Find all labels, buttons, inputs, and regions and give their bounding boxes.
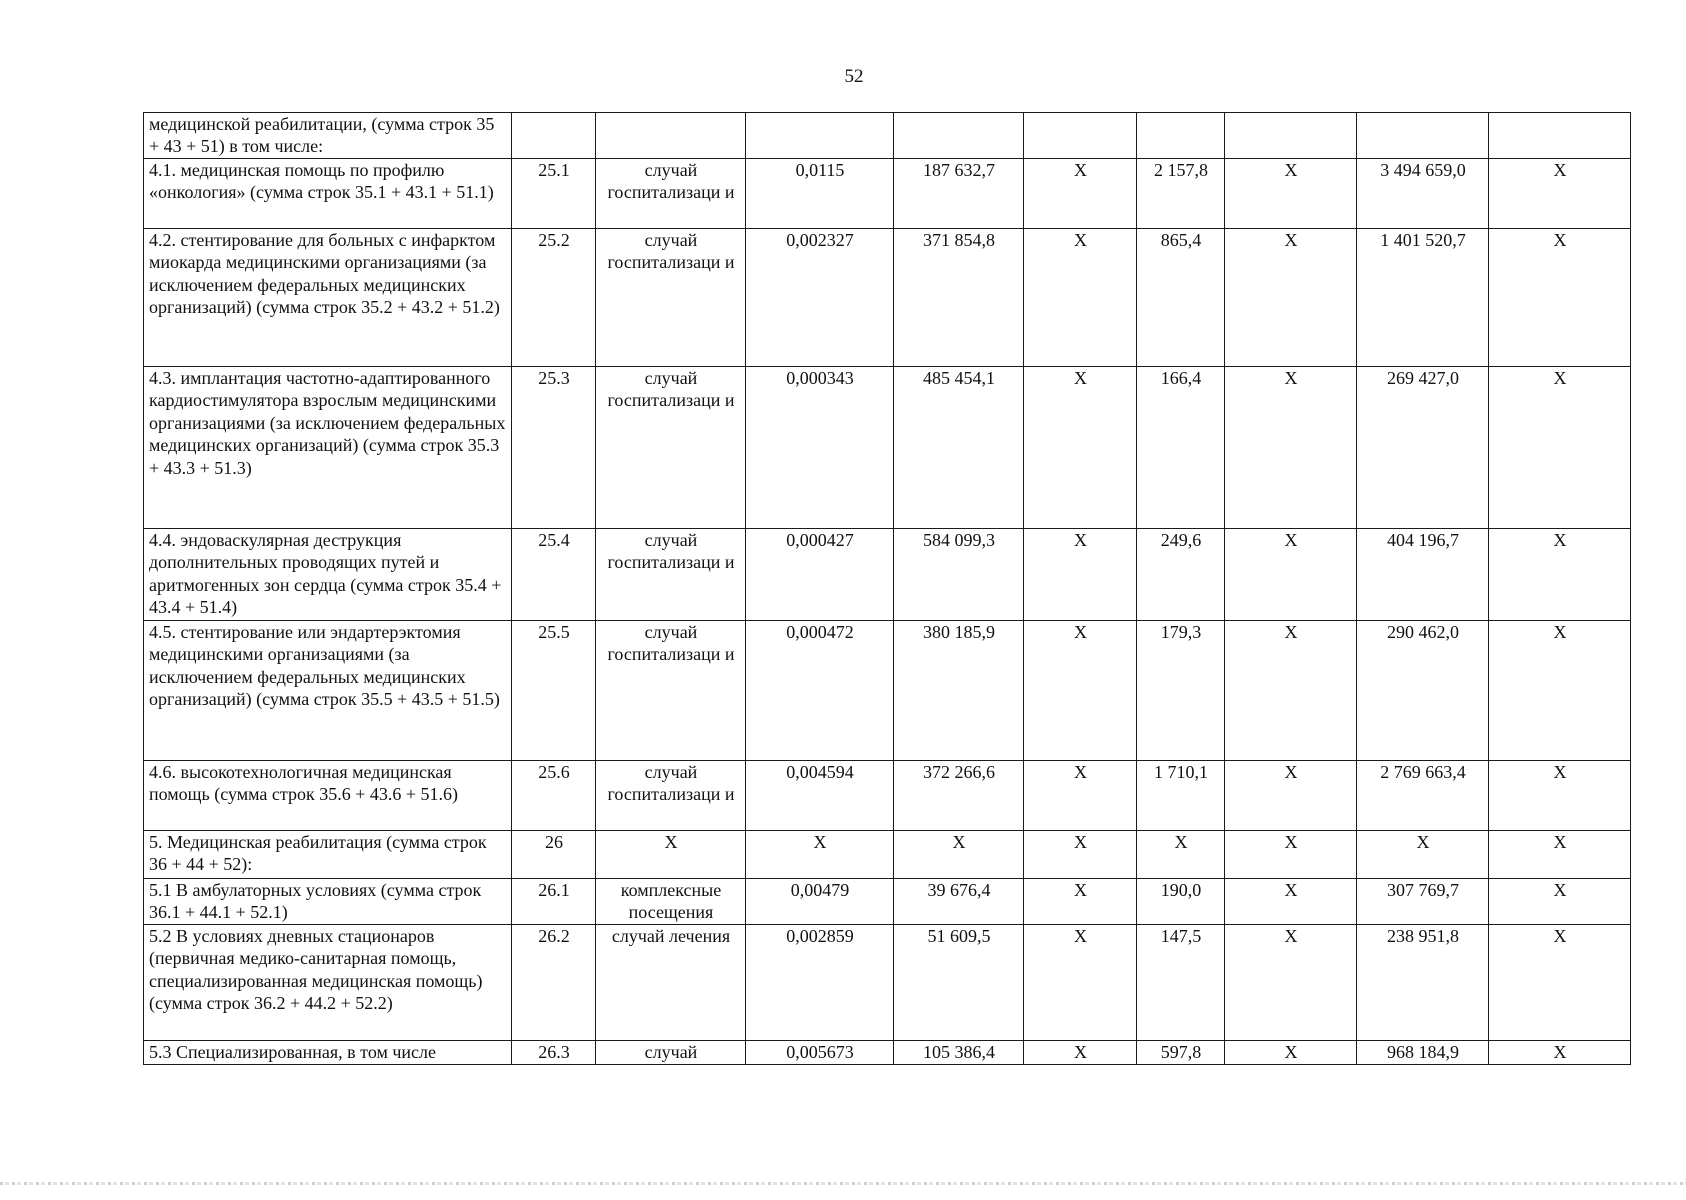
cell-row-description: 5.2 В условиях дневных стационаров (первичная медико-санитарная помощь, специализированная медицинская помощь) (сумма строк 36.2 + 44.2 + 52.2) <box>144 925 512 1041</box>
cell-cost-per-unit: 584 099,3 <box>894 529 1024 621</box>
cell-share-percent: Х <box>1489 229 1631 367</box>
cell-per-capita-budget: Х <box>1024 831 1137 879</box>
cell-per-capita-budget: Х <box>1024 229 1137 367</box>
cell-total-oms: 1 401 520,7 <box>1357 229 1489 367</box>
cell-unit-of-measure: Х <box>596 831 746 879</box>
cell-unit-of-measure: случай госпитализаци и <box>596 761 746 831</box>
cell-norm-volume: Х <box>746 831 894 879</box>
cell-norm-volume: 0,000343 <box>746 367 894 529</box>
table-row <box>144 879 1631 925</box>
cell-share-percent: Х <box>1489 529 1631 621</box>
table-row <box>144 925 1631 1041</box>
cell-total-budget: Х <box>1225 367 1357 529</box>
cell-total-oms: 238 951,8 <box>1357 925 1489 1041</box>
cell-total-oms: 290 462,0 <box>1357 621 1489 761</box>
table-row <box>144 159 1631 229</box>
cell-total-budget: Х <box>1225 159 1357 229</box>
cell-cost-per-unit: 371 854,8 <box>894 229 1024 367</box>
cell-row-description: 4.2. стентирование для больных с инфарктом миокарда медицинскими организациями (за исключением федеральных медицинских организаций) (сумма строк 35.2 + 43.2 + 51.2) <box>144 229 512 367</box>
cell-row-description: медицинской реабилитации, (сумма строк 35 + 43 + 51) в том числе: <box>144 113 512 159</box>
cell-total-budget: Х <box>1225 1041 1357 1065</box>
cell-share-percent: Х <box>1489 831 1631 879</box>
cell-row-description: 5. Медицинская реабилитация (сумма строк 36 + 44 + 52): <box>144 831 512 879</box>
cell-share-percent: Х <box>1489 621 1631 761</box>
cell-total-oms: 2 769 663,4 <box>1357 761 1489 831</box>
cell-unit-of-measure: случай госпитализаци и <box>596 159 746 229</box>
cell-row-description: 4.4. эндоваскулярная деструкция дополнительных проводящих путей и аритмогенных зон сердца (сумма строк 35.4 + 43.4 + 51.4) <box>144 529 512 621</box>
cell-total-budget: Х <box>1225 621 1357 761</box>
cell-row-description: 4.5. стентирование или эндартерэктомия медицинскими организациями (за исключением федеральных медицинских организаций) (сумма строк 35.5 + 43.5 + 51.5) <box>144 621 512 761</box>
cell-per-capita-oms: 147,5 <box>1137 925 1225 1041</box>
cell-per-capita-budget: Х <box>1024 621 1137 761</box>
cell-per-capita-oms: Х <box>1137 831 1225 879</box>
table-row <box>144 367 1631 529</box>
cell-cost-per-unit: 380 185,9 <box>894 621 1024 761</box>
table-row <box>144 113 1631 159</box>
cell-row-number: 26 <box>512 831 596 879</box>
cell-row-number: 25.3 <box>512 367 596 529</box>
cell-row-number: 25.6 <box>512 761 596 831</box>
table-row <box>144 831 1631 879</box>
cell-share-percent: Х <box>1489 159 1631 229</box>
cell-row-number: 26.2 <box>512 925 596 1041</box>
cell-norm-volume: 0,0115 <box>746 159 894 229</box>
cell-cost-per-unit: 485 454,1 <box>894 367 1024 529</box>
cell-total-oms: Х <box>1357 831 1489 879</box>
cell-row-number: 26.3 <box>512 1041 596 1065</box>
cell-norm-volume: 0,002859 <box>746 925 894 1041</box>
cell-total-oms: 307 769,7 <box>1357 879 1489 925</box>
cell-per-capita-budget: Х <box>1024 879 1137 925</box>
page-number: 52 <box>844 66 864 87</box>
cell-per-capita-oms: 865,4 <box>1137 229 1225 367</box>
cell-total-oms: 269 427,0 <box>1357 367 1489 529</box>
cell-per-capita-oms: 1 710,1 <box>1137 761 1225 831</box>
cell-cost-per-unit: 51 609,5 <box>894 925 1024 1041</box>
cell-per-capita-budget: Х <box>1024 529 1137 621</box>
cell-total-budget: Х <box>1225 831 1357 879</box>
cell-share-percent: Х <box>1489 367 1631 529</box>
cell-per-capita-oms: 249,6 <box>1137 529 1225 621</box>
cell-cost-per-unit: 39 676,4 <box>894 879 1024 925</box>
cell-norm-volume: 0,000427 <box>746 529 894 621</box>
cell-unit-of-measure <box>596 113 746 159</box>
cell-row-number: 25.5 <box>512 621 596 761</box>
cell-total-oms <box>1357 113 1489 159</box>
table-row <box>144 761 1631 831</box>
table-row <box>144 229 1631 367</box>
cell-cost-per-unit: 187 632,7 <box>894 159 1024 229</box>
cell-row-description: 4.6. высокотехнологичная медицинская помощь (сумма строк 35.6 + 43.6 + 51.6) <box>144 761 512 831</box>
cell-row-description: 5.1 В амбулаторных условиях (сумма строк 36.1 + 44.1 + 52.1) <box>144 879 512 925</box>
table-row <box>144 621 1631 761</box>
cell-norm-volume: 0,00479 <box>746 879 894 925</box>
cell-norm-volume: 0,005673 <box>746 1041 894 1065</box>
cell-total-budget: Х <box>1225 229 1357 367</box>
cell-per-capita-budget: Х <box>1024 159 1137 229</box>
cell-per-capita-budget: Х <box>1024 925 1137 1041</box>
cell-row-number: 25.1 <box>512 159 596 229</box>
cell-total-budget: Х <box>1225 879 1357 925</box>
cell-norm-volume <box>746 113 894 159</box>
cell-cost-per-unit: Х <box>894 831 1024 879</box>
table-row <box>144 529 1631 621</box>
cell-row-description: 5.3 Специализированная, в том числе <box>144 1041 512 1065</box>
cell-row-description: 4.1. медицинская помощь по профилю «онкология» (сумма строк 35.1 + 43.1 + 51.1) <box>144 159 512 229</box>
cell-total-budget: Х <box>1225 529 1357 621</box>
data-table <box>143 112 1631 1065</box>
cell-unit-of-measure: случай госпитализаци и <box>596 229 746 367</box>
cell-unit-of-measure: случай госпитализаци и <box>596 621 746 761</box>
cell-per-capita-budget: Х <box>1024 1041 1137 1065</box>
cell-share-percent: Х <box>1489 925 1631 1041</box>
cell-share-percent: Х <box>1489 1041 1631 1065</box>
cell-norm-volume: 0,002327 <box>746 229 894 367</box>
cell-share-percent: Х <box>1489 879 1631 925</box>
cell-total-budget: Х <box>1225 761 1357 831</box>
table-row <box>144 1041 1631 1065</box>
cell-norm-volume: 0,000472 <box>746 621 894 761</box>
cell-total-budget: Х <box>1225 925 1357 1041</box>
cell-row-number: 26.1 <box>512 879 596 925</box>
cell-total-oms: 3 494 659,0 <box>1357 159 1489 229</box>
cell-norm-volume: 0,004594 <box>746 761 894 831</box>
cell-per-capita-budget: Х <box>1024 761 1137 831</box>
cell-per-capita-oms: 2 157,8 <box>1137 159 1225 229</box>
cell-per-capita-oms: 190,0 <box>1137 879 1225 925</box>
cell-row-number <box>512 113 596 159</box>
cell-per-capita-budget: Х <box>1024 367 1137 529</box>
cell-cost-per-unit: 105 386,4 <box>894 1041 1024 1065</box>
cell-unit-of-measure: случай госпитализаци и <box>596 367 746 529</box>
cell-share-percent <box>1489 113 1631 159</box>
cell-unit-of-measure: случай госпитализаци и <box>596 529 746 621</box>
cell-row-number: 25.4 <box>512 529 596 621</box>
cell-unit-of-measure: случай <box>596 1041 746 1065</box>
cell-per-capita-budget <box>1024 113 1137 159</box>
cell-total-oms: 404 196,7 <box>1357 529 1489 621</box>
cell-per-capita-oms: 166,4 <box>1137 367 1225 529</box>
cell-per-capita-oms <box>1137 113 1225 159</box>
cell-share-percent: Х <box>1489 761 1631 831</box>
cell-per-capita-oms: 179,3 <box>1137 621 1225 761</box>
cell-row-number: 25.2 <box>512 229 596 367</box>
cell-total-oms: 968 184,9 <box>1357 1041 1489 1065</box>
cell-row-description: 4.3. имплантация частотно-адаптированного кардиостимулятора взрослым медицинскими организациями (за исключением федеральных медицинских организаций) (сумма строк 35.3 + 43.3 + 51.3) <box>144 367 512 529</box>
cell-unit-of-measure: комплексные посещения <box>596 879 746 925</box>
cell-cost-per-unit <box>894 113 1024 159</box>
cell-total-budget <box>1225 113 1357 159</box>
cell-cost-per-unit: 372 266,6 <box>894 761 1024 831</box>
cell-per-capita-oms: 597,8 <box>1137 1041 1225 1065</box>
cell-unit-of-measure: случай лечения <box>596 925 746 1041</box>
scan-artifact-line <box>0 1182 1686 1185</box>
